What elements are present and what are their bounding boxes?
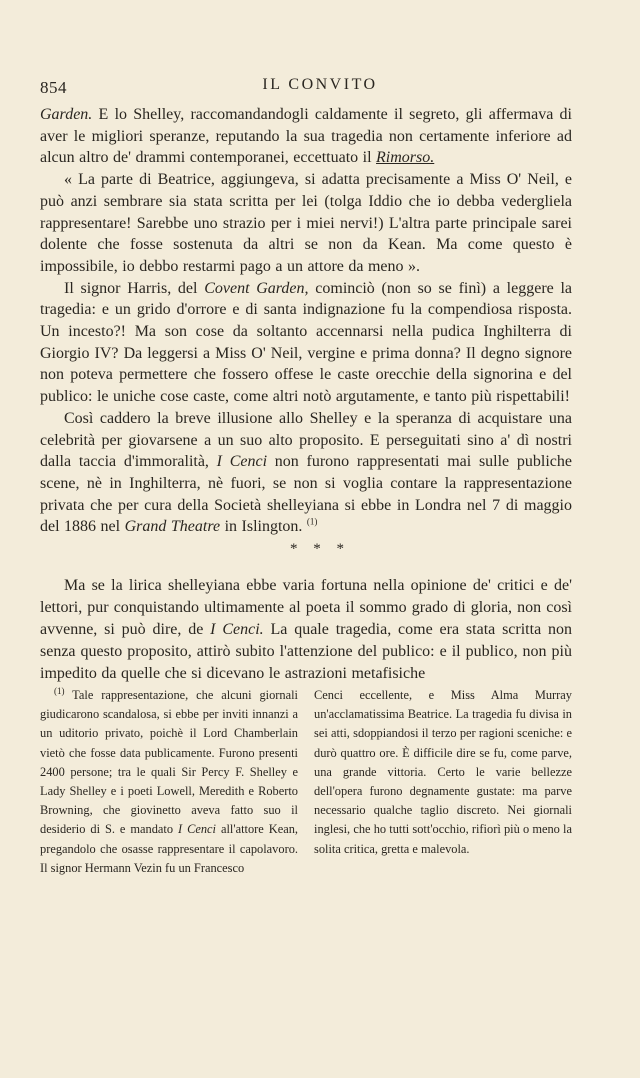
footnote-1 <box>40 686 298 878</box>
paragraph-2: « La parte di Beatrice, aggiungeva, si adatta precisamente a Miss O' Neil, e può anzi sembrare sia stata scritta per lei (tolga Iddio che io debba vedergliela rappresentare! Sarebbe uno strazio per i miei nervi!) L'altra parte principale sarei dolente che fosse sostenuta da altri se non da Kean. Ma come questo è impossibile, io debbo restarmi pago a un attore da meno ». <box>40 171 572 275</box>
footnote-column-right <box>314 686 572 878</box>
paragraph-5-text-a: Ma se la lirica shelleyiana ebbe varia fortuna nella opinione de' critici e de' lettori, pur conquistando ultimamente al poeta il sommo grado di gloria, non così avvenne, si può dire, de <box>40 577 572 638</box>
footnote-left-text-c: all'attore Kean, pregandolo che osasse rappresentare il capolavoro. Il signor Hermann Vezin fu un Francesco <box>40 822 298 875</box>
footnote-column-left <box>40 686 298 878</box>
paragraph-1 <box>40 104 572 169</box>
paragraph-4-text-c: non furono rappresentati mai sulle publiche scene, nè in Inghilterra, nè fuori, se non si voglia contare la rappresentazione privata che per cura della Società shelleyiana si ebbe in Londra nel 7 di maggio del 1886 nel <box>40 453 572 536</box>
footnote-marker: (1) <box>54 685 65 696</box>
paragraph-1-text: E lo Shelley, raccomandandogli caldamente il segreto, gli affermava di aver le migliori speranze, reputando la sua tragedia non certamente inferiore ad alcun altro de' drammi contemporanei, eccettuato il <box>40 106 572 167</box>
paragraph-4 <box>40 408 572 538</box>
paragraph-4-text-a: Così caddero la breve illusione allo Shelley e la speranza di acquistare una celebrità per giovarsene a un suo alto proposito. E perseguitati sino a' dì nostri dalla taccia d'immoralità, <box>40 409 572 471</box>
paragraph-5-text-c: La quale tragedia, come era stata scritta non senza questo proposito, attirò subito l'attenzione del publico: e il publico, non più impedito da quelle che si dicevano le astrazioni metafisiche <box>40 621 573 682</box>
paragraph-3 <box>40 278 572 408</box>
footnote-1-continued: Cenci eccellente, e Miss Alma Murray un'acclamatissima Beatrice. La tragedia fu divisa in sei atti, sdoppiandosi il terzo per ragioni sceniche: e durò quattro ore. È difficile dire se fu, come parve, una grande vittoria. Certo le varie bellezze dell'opera furono degnamente gustate: ma parve necessario qualche taglio discreto. Nei giornali inglesi, che ho tutti sott'occhio, rifiorì più o meno la solita critica, gretta e malevola. <box>314 688 572 856</box>
paragraph-5-i-cenci: I Cenci. <box>210 621 264 638</box>
footnote-i-cenci: I Cenci <box>178 822 217 837</box>
paragraph-3-text-c: cominciò (non so se finì) a leggere la tragedia: e un grido d'orrore e di santa indignazione fu la compendiosa risposta. Un incesto?! Ma son cose da soltanto accennarsi nella pudica Inghilterra di Giorgio IV? Da leggersi a Miss O' Neil, vergine e prima donna? Il degno signore non poteva permettere che fossero offese le caste orecchie della signorina e del publico: le uniche cose caste, come altri notò argutamente, e tanto più rispettabili! <box>40 279 573 406</box>
footnotes <box>40 686 572 878</box>
footnote-reference[interactable]: (1) <box>306 517 318 528</box>
paragraph-5 <box>40 575 572 685</box>
paragraph-4-i-cenci: I Cenci <box>216 453 268 471</box>
main-text <box>40 104 572 538</box>
paragraph-3-covent-garden: Covent Garden, <box>204 279 309 297</box>
footnote-left-text-a: Tale rappresentazione, che alcuni giornali giudicarono scandalosa, si ebbe per inviti innanzi a un uditorio privato, poichè il Lord Chamberlain vietò che fosse data publicamente. Furono presenti 2400 persone; tra le quali Sir Percy F. Shelley e Lady Shelley e i poeti Lowell, Meredith e Roberto Browning, che giovinetto aveva fatto suo il desiderio di S. e mandato <box>40 688 298 837</box>
page-number: 854 <box>40 78 67 97</box>
section-separator: * * * <box>290 541 350 557</box>
paragraph-1-title-rimorso: Rimorso. <box>376 149 435 167</box>
paragraph-1-italic-start: Garden. <box>40 106 93 123</box>
paragraph-4-text-e: in Islington. <box>220 518 303 536</box>
running-title: IL CONVITO <box>262 76 378 93</box>
paragraph-4-grand-theatre: Grand Theatre <box>124 518 221 536</box>
paragraph-3-text-a: Il signor Harris, del <box>64 279 205 297</box>
main-text-continued <box>40 575 572 685</box>
